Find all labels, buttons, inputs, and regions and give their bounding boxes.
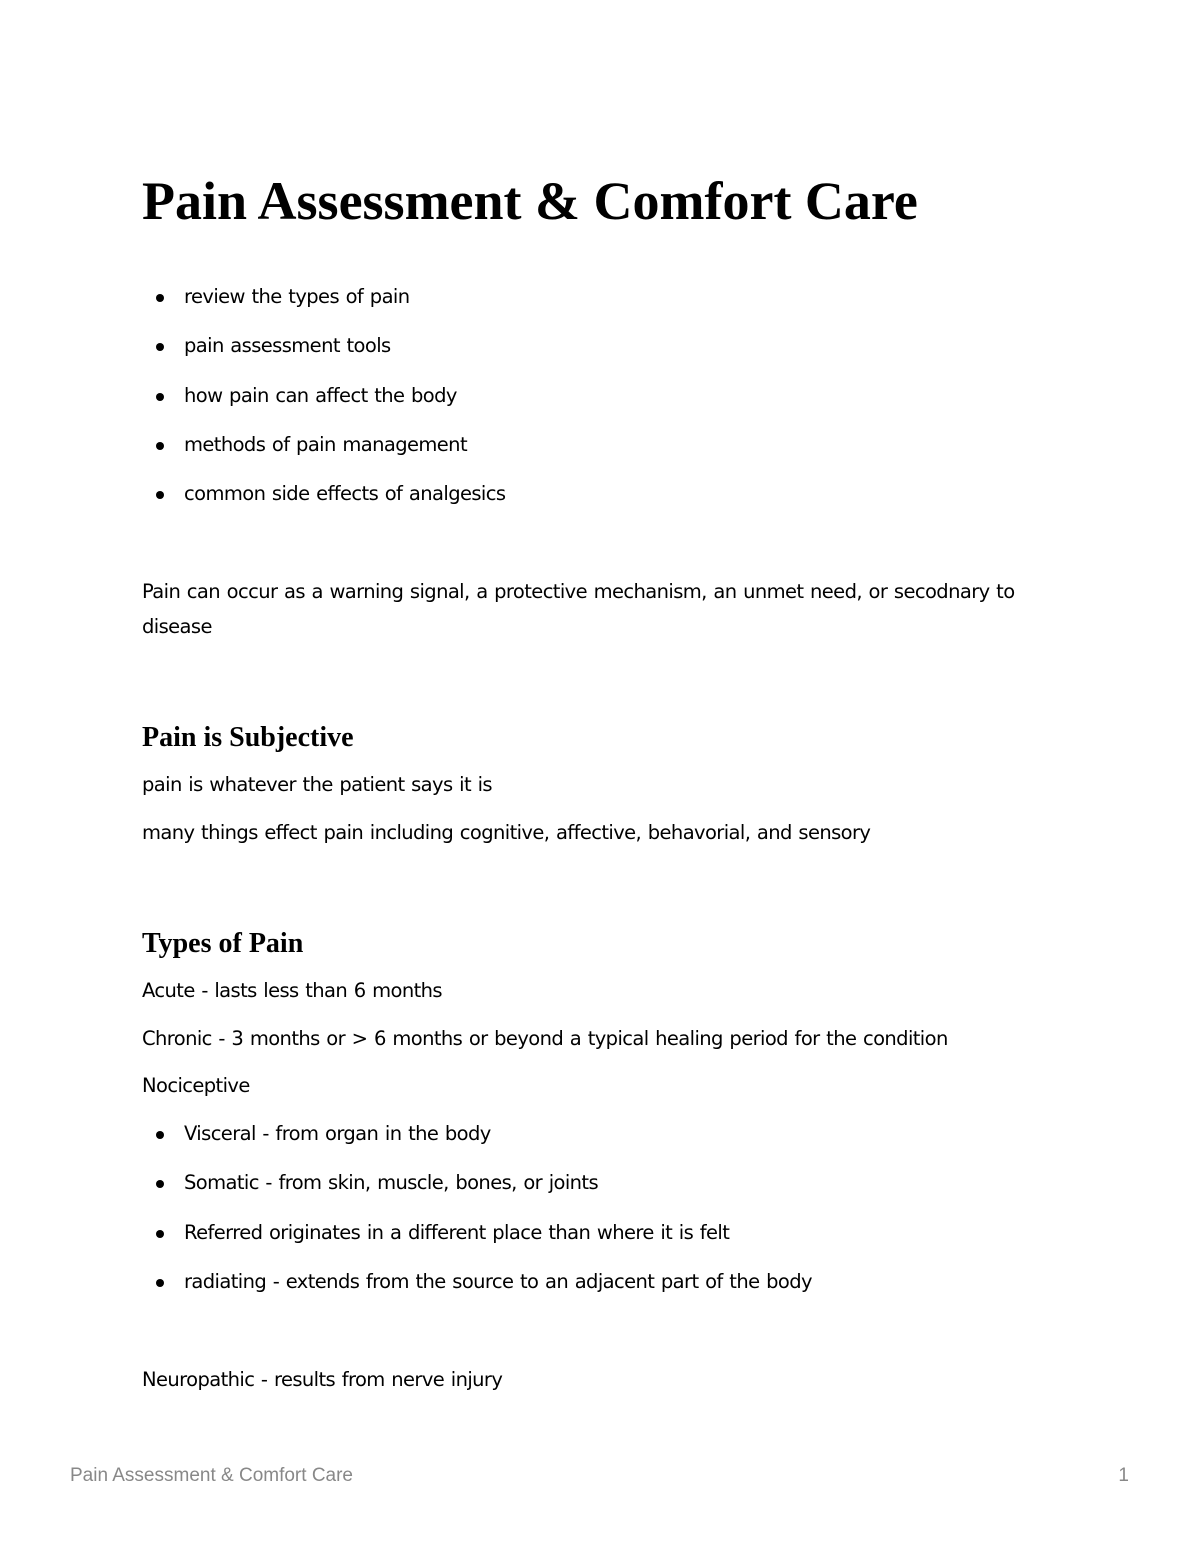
list-item [142,282,505,331]
list-item [142,1267,812,1316]
paragraph: many things effect pain including cognitive, affective, behavorial, and sensory [142,821,871,844]
list-item-text: pain assessment tools [184,334,391,358]
paragraph: Chronic - 3 months or > 6 months or beyond a typical healing period for the condition [142,1027,948,1050]
bullet-icon [156,442,164,450]
bullet-icon [156,491,164,499]
bullet-icon [156,1230,164,1238]
paragraph: pain is whatever the patient says it is [142,773,492,796]
list-item-text: how pain can affect the body [184,383,457,407]
list-item [142,381,505,430]
list-item-text: review the types of pain [184,285,410,308]
list-item-text: methods of pain management [184,432,467,456]
nociceptive-list [142,1119,812,1316]
document-title: Pain Assessment & Comfort Care [142,171,918,231]
bullet-icon [156,294,164,302]
bullet-icon [156,1131,164,1139]
bullet-icon [156,1180,164,1188]
list-item-text: Somatic - from skin, muscle, bones, or joints [184,1171,599,1195]
list-item [142,479,505,528]
page-number: 1 [1118,1465,1129,1486]
bullet-icon [156,343,164,351]
bullet-icon [156,393,164,401]
list-item [142,331,505,380]
paragraph: Acute - lasts less than 6 months [142,979,442,1002]
list-item-text: common side effects of analgesics [184,482,506,506]
section-heading-pain-is-subjective: Pain is Subjective [142,722,354,753]
list-item [142,1218,812,1267]
paragraph: Nociceptive [142,1074,250,1097]
list-item-text: radiating - extends from the source to an adjacent part of the body [184,1269,812,1293]
intro-paragraph: Pain can occur as a warning signal, a protective mechanism, an unmet need, or secodnary to disease [142,580,1015,638]
list-item-text: Visceral - from organ in the body [184,1122,491,1145]
objectives-list [142,282,505,528]
section-heading-types-of-pain: Types of Pain [142,928,304,959]
list-item [142,1119,812,1168]
list-item-text: Referred originates in a different place than where it is felt [184,1220,730,1244]
bullet-icon [156,1279,164,1287]
list-item [142,1168,812,1217]
paragraph: Neuropathic - results from nerve injury [142,1368,503,1391]
list-item [142,430,505,479]
footer-title: Pain Assessment & Comfort Care [70,1465,353,1486]
